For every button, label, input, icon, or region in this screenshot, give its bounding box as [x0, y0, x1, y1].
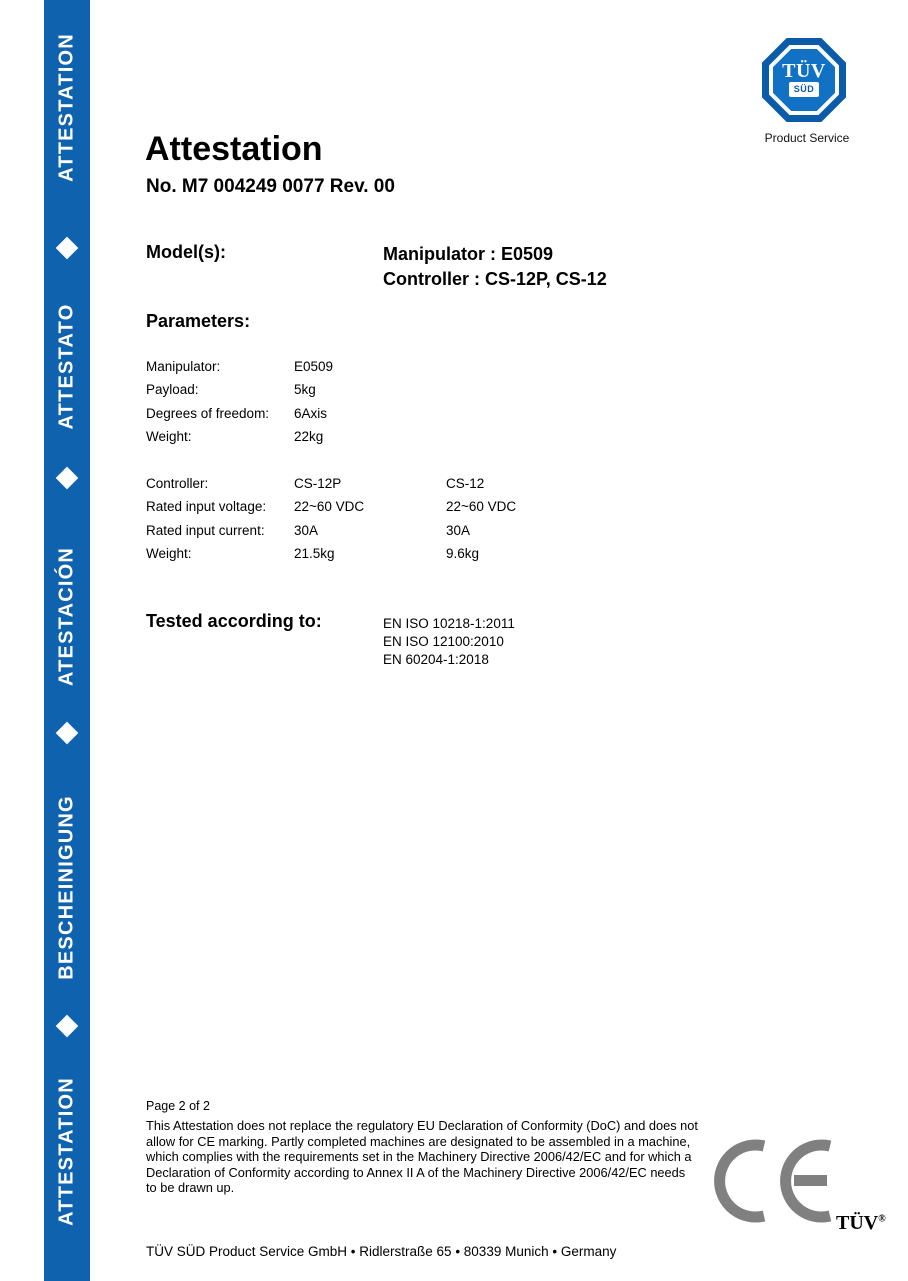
diamond-icon-4 — [56, 1015, 79, 1038]
side-word-bescheinigung: BESCHEINIGUNG — [55, 795, 78, 980]
param-value-2: 30A — [446, 522, 471, 538]
param-value-2: 9.6kg — [446, 545, 480, 561]
param-label: Weight: — [146, 545, 192, 561]
table-row — [146, 495, 606, 518]
param-value-1: 5kg — [294, 382, 316, 398]
side-word-attestation-bottom: ATTESTATION — [55, 1077, 78, 1226]
logo-caption: Product Service — [764, 131, 850, 145]
parameters-label: Parameters: — [146, 311, 251, 331]
diamond-icon-2 — [56, 467, 79, 490]
param-label: Rated input current: — [146, 522, 265, 538]
page-title: Attestation — [145, 130, 323, 168]
param-value-2 — [446, 402, 606, 425]
param-value-2 — [446, 355, 606, 378]
table-row — [146, 355, 606, 378]
models-label: Model(s): — [146, 242, 226, 262]
side-word-atestacion: ATESTACIÓN — [55, 546, 78, 687]
param-value-1: 22~60 VDC — [294, 499, 365, 515]
table-row — [146, 472, 606, 495]
controller-parameters-table — [146, 472, 606, 565]
param-value-1: CS-12P — [294, 476, 342, 491]
diamond-icon-3 — [56, 722, 79, 745]
param-value-2: CS-12 — [446, 476, 485, 491]
diamond-icon-1 — [56, 237, 79, 260]
tuv-trademark-text — [836, 1212, 886, 1235]
param-label: Weight: — [146, 428, 192, 444]
standard-item: EN ISO 12100:2010 — [383, 634, 504, 649]
logo-sud-badge: SÜD — [789, 82, 819, 97]
param-value-2: 22~60 VDC — [446, 499, 517, 515]
standards-list — [383, 615, 515, 669]
param-value-2 — [446, 425, 606, 448]
registered-icon: ® — [878, 1213, 886, 1225]
side-word-attestation-top: ATTESTATION — [55, 33, 78, 182]
param-value-1: 21.5kg — [294, 545, 335, 561]
company-address: TÜV SÜD Product Service GmbH • Ridlerstraße 65 • 80339 Munich • Germany — [146, 1244, 617, 1259]
model-controller: Controller : CS-12P, CS-12 — [383, 269, 607, 289]
param-value-1: 22kg — [294, 428, 324, 444]
table-row — [146, 378, 606, 401]
attestation-number: No. M7 004249 0077 Rev. 00 — [146, 176, 395, 197]
standard-item: EN 60204-1:2018 — [383, 652, 489, 667]
logo-brand-text: TÜV — [782, 60, 826, 82]
table-row — [146, 402, 606, 425]
param-value-2 — [446, 378, 606, 401]
model-manipulator: Manipulator : E0509 — [383, 244, 554, 264]
param-label: Manipulator: — [146, 359, 221, 374]
table-row — [146, 425, 606, 448]
page-number: Page 2 of 2 — [146, 1099, 210, 1113]
tested-according-to-label: Tested according to: — [146, 611, 322, 631]
param-label: Degrees of freedom: — [146, 405, 270, 421]
table-row — [146, 519, 606, 542]
standard-item: EN ISO 10218-1:2011 — [383, 616, 515, 631]
ce-marking-icon — [710, 1136, 840, 1226]
disclaimer-text: This Attestation does not replace the regulatory EU Declaration of Conformity (DoC) and does not allow for CE marking. Partly completed machines are designated to be assembled in a machine, which complies with the requirements set in the Machinery Directive 2006/42/EC and for which a Declaration of Conformity according to Annex II A of the Machinery Directive 2006/42/EC needs to be drawn up. — [146, 1118, 698, 1196]
side-band-text-group — [44, 0, 90, 1281]
side-word-attestato: ATTESTATO — [55, 303, 78, 430]
param-label: Payload: — [146, 382, 199, 398]
param-value-1: 6Axis — [294, 405, 328, 421]
param-value-1: E0509 — [294, 359, 334, 374]
param-label: Rated input voltage: — [146, 499, 267, 515]
manipulator-parameters-table — [146, 355, 606, 448]
tuv-sud-logo-icon — [762, 38, 846, 122]
models-values — [383, 242, 607, 292]
param-value-1: 30A — [294, 522, 319, 538]
table-row — [146, 542, 606, 565]
tuv-trademark-label: TÜV — [836, 1212, 879, 1234]
param-label: Controller: — [146, 476, 209, 491]
